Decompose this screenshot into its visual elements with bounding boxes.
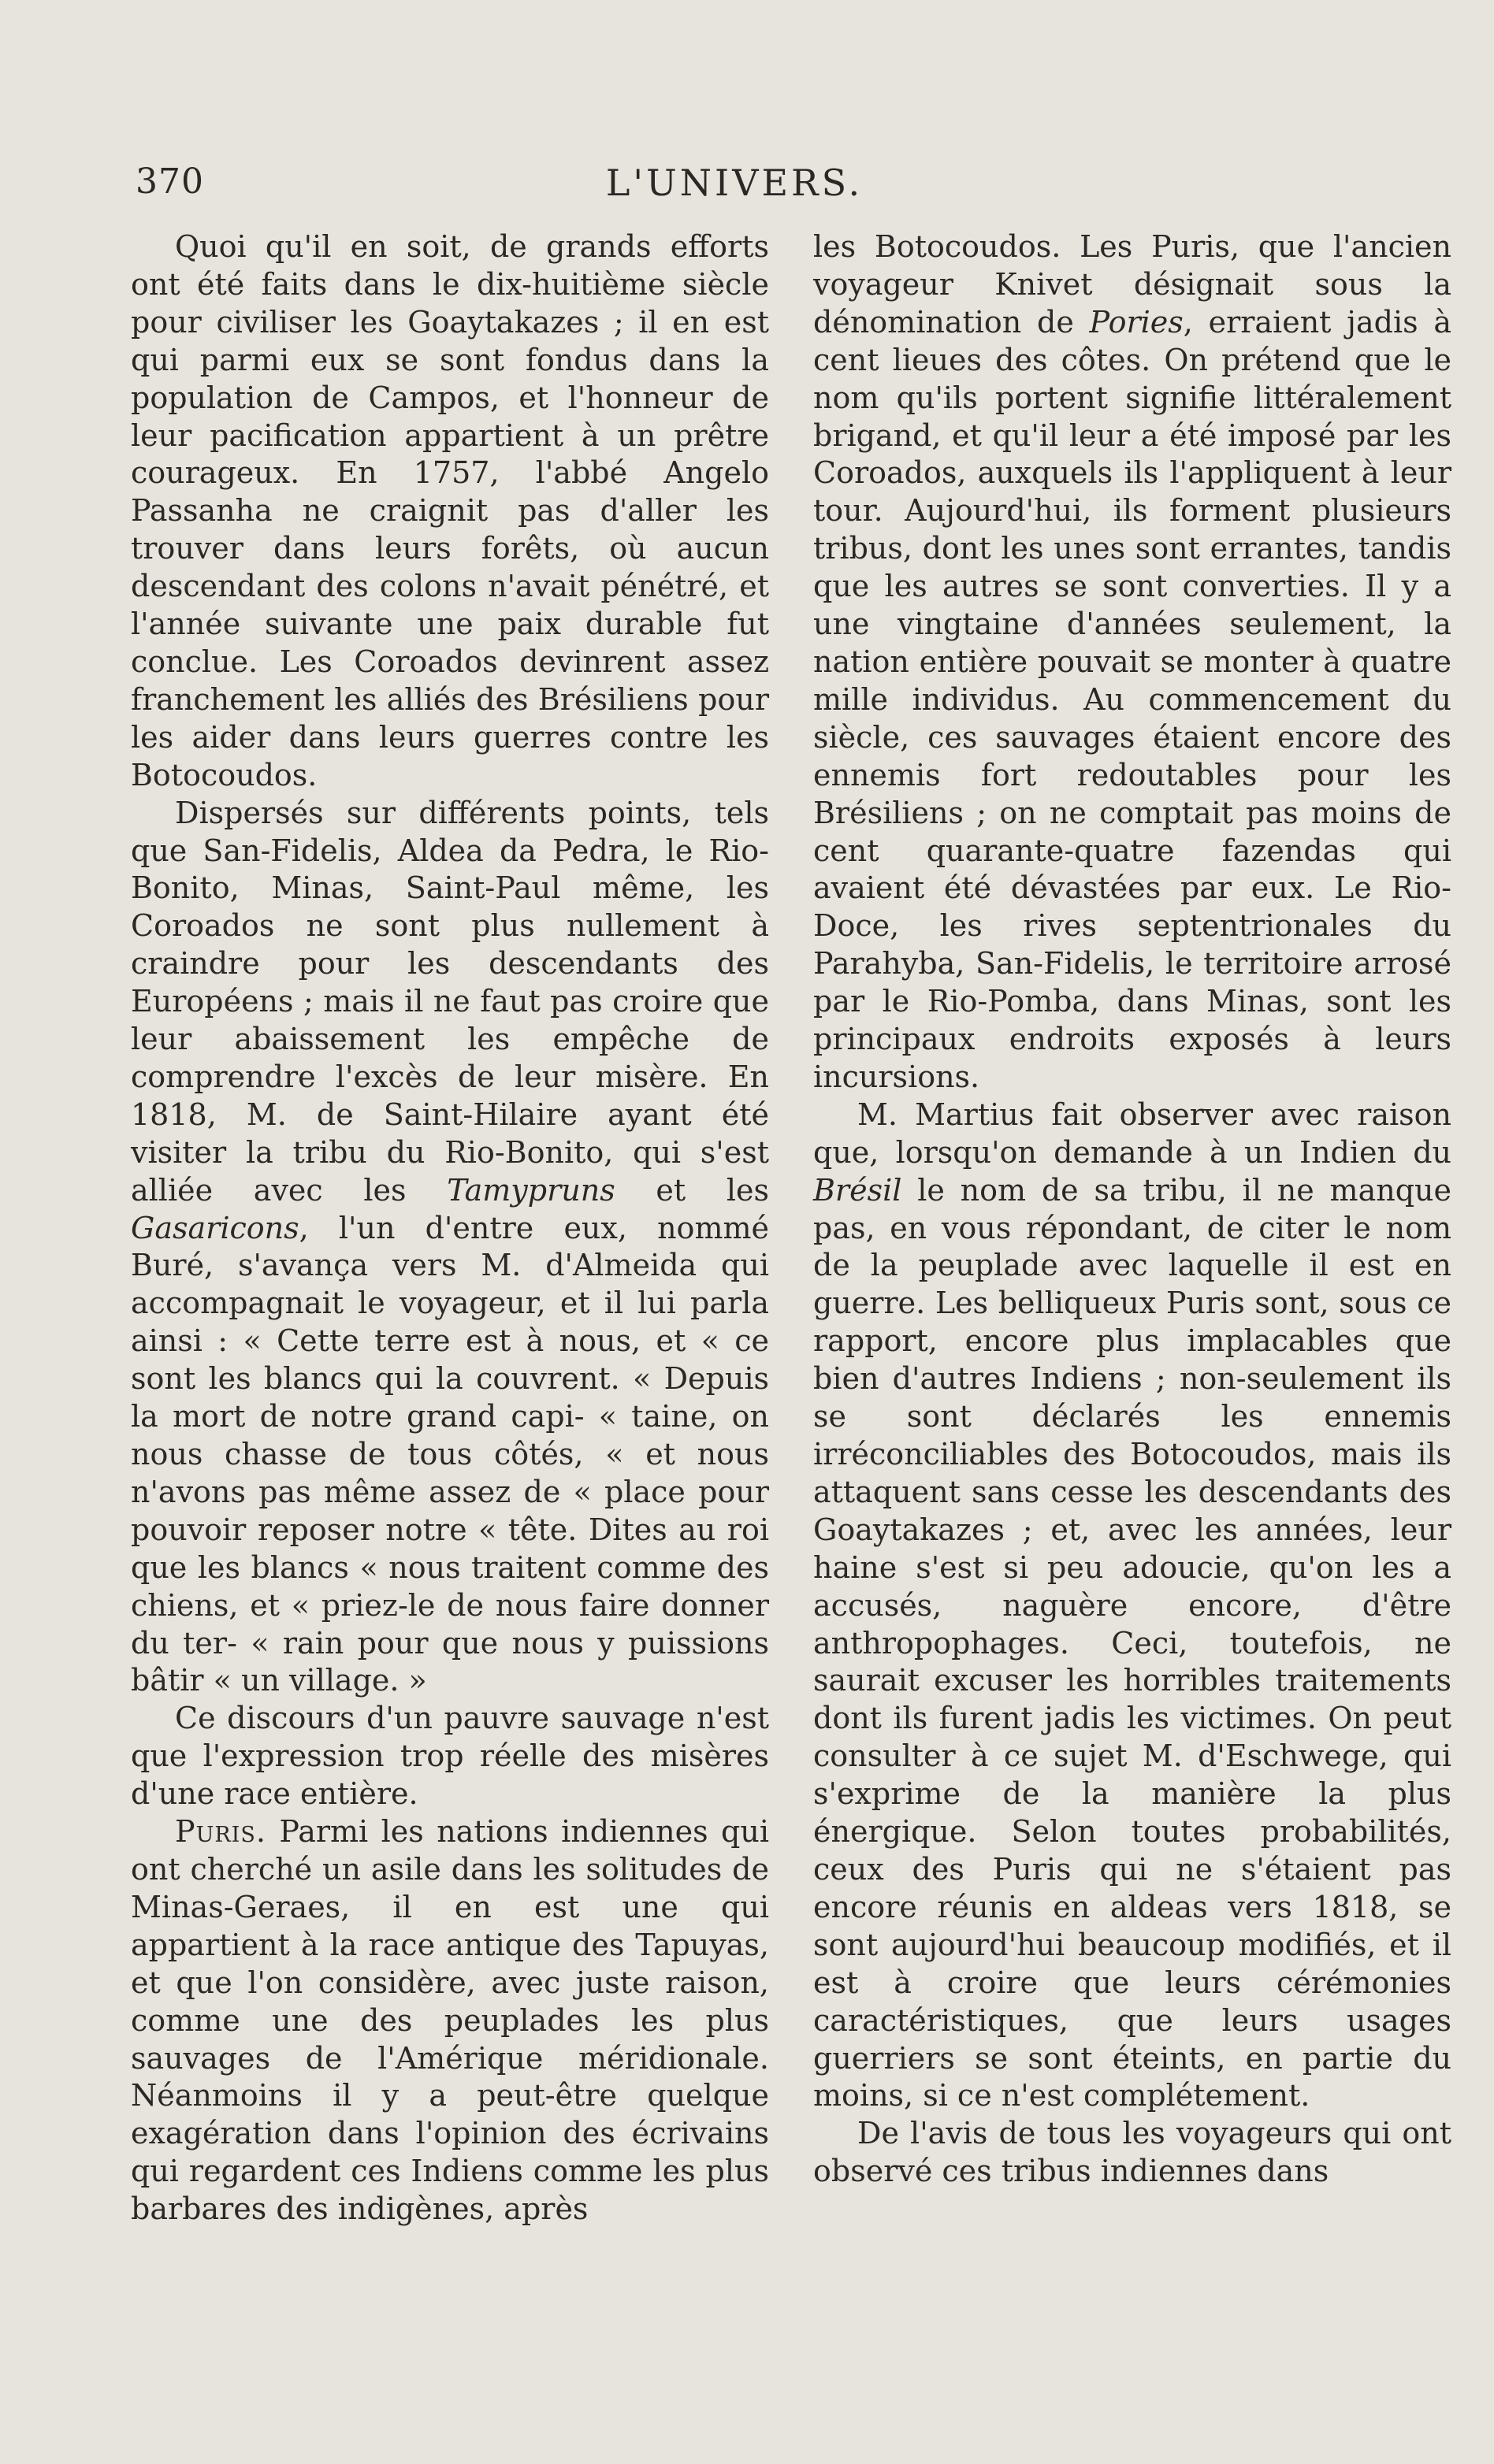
paragraph bbox=[813, 228, 1451, 1097]
paragraph-text: le nom de sa tribu, il ne manque pas, en vous répondant, de citer le nom de la peuplade avec laquelle il est en guerre. Les belliqueux Puris sont, sous ce rapport, encore plus implacables que bien d'autres Indiens ; non-seulement ils se sont déclarés les ennemis irréconciliables des Botocoudos, mais ils attaquent sans cesse les descendants des Goaytakazes ; et, avec les années, leur haine s'est si peu adoucie, qu'on les a accusés, naguère encore, d'être anthropophages. Ceci, toutefois, ne saurait excuser les horribles traitements dont ils furent jadis les victimes. On peut consulter à ce sujet M. d'Eschwege, qui s'exprime de la manière la plus énergique. Selon toutes probabilités, ceux des Puris qui ne s'étaient pas encore réunis en aldeas vers 1818, se sont aujourd'hui beaucoup modifiés, et il est à croire que leurs cérémonies caractéristiques, que leurs usages guerriers se sont éteints, en partie du moins, si ce n'est complétement. bbox=[813, 1172, 1451, 2113]
running-title: L'UNIVERS. bbox=[605, 161, 864, 204]
paragraph-text: , l'un d'entre eux, nommé Buré, s'avança vers M. d'Almeida qui accompagnait le voyageur, et il lui parla ainsi : « Cette terre est à nous, et « ce sont les blancs qui la couvrent. « Depuis la mort de notre grand capi- « taine, on nous chasse de tous côtés, « et nous n'avons pas même assez de « place pour pouvoir reposer notre « tête. Dites au roi que les blancs « nous traitent comme des chiens, et « priez-le de nous faire donner du ter- « rain pour que nous y puissions bâtir « un village. » bbox=[131, 1210, 769, 1698]
page-header bbox=[136, 161, 1333, 209]
tribe-name: Gasaricons bbox=[131, 1210, 299, 1245]
section-heading: Puris. bbox=[175, 1814, 266, 1850]
right-column bbox=[813, 228, 1451, 2191]
page-number: 370 bbox=[136, 161, 204, 202]
paragraph: Ce discours d'un pauvre sauvage n'est que l'expression trop réelle des misères d'une race entière. bbox=[131, 1701, 769, 1812]
paragraph-text: Parmi les nations indiennes qui ont cherché un asile dans les solitudes de Minas-Geraes, il en est une qui appartient à la race antique des Tapuyas, et que l'on considère, avec juste raison, comme une des peuplades les plus sauvages de l'Amérique méridionale. Néanmoins il y a peut-être quelque exagération dans l'opinion des écrivains qui regardent ces Indiens comme les plus barbares des indigènes, après bbox=[131, 1814, 769, 2227]
place-name: Brésil bbox=[813, 1172, 902, 1208]
paragraph-text: M. Martius fait observer avec raison que, lorsqu'on demande à un Indien du bbox=[813, 1097, 1451, 1170]
paragraph-text: Dispersés sur différents points, tels que San-Fidelis, Aldea da Pedra, le Rio-Bonito, Minas, Saint-Paul même, les Coroados ne sont plus nullement à craindre pour les descendants des Européens ; mais il ne faut pas croire que leur abaissement les empêche de comprendre l'excès de leur misère. En 1818, M. de Saint-Hilaire ayant été visiter la tribu du Rio-Bonito, qui s'est alliée avec les bbox=[131, 795, 769, 1208]
paragraph-text: les Botocoudos. Les Puris, que l'ancien voyageur Knivet désignait sous la dénomination de bbox=[813, 229, 1451, 340]
paragraph: De l'avis de tous les voyageurs qui ont observé ces tribus indiennes dans bbox=[813, 2116, 1451, 2189]
tribe-name: Pories bbox=[1089, 304, 1184, 340]
paragraph-text: , erraient jadis à cent lieues des côtes. On prétend que le nom qu'ils portent signifie littéralement brigand, et qu'il leur a été imposé par les Coroados, auxquels ils l'appliquent à leur tour. Aujourd'hui, ils forment plusieurs tribus, dont les unes sont errantes, tandis que les autres se sont converties. Il y a une vingtaine d'années seulement, la nation entière pouvait se monter à quatre mille individus. Au commencement du siècle, ces sauvages étaient encore des ennemis fort redoutables pour les Brésiliens ; on ne comptait pas moins de cent quarante-quatre fazendas qui avaient été dévastées par eux. Le Rio-Doce, les rives septentrionales du Parahyba, San-Fidelis, le territoire arrosé par le Rio-Pomba, dans Minas, sont les principaux endroits exposés à leurs incursions. bbox=[813, 304, 1451, 1094]
paragraph-text: et les bbox=[615, 1172, 769, 1208]
paragraph bbox=[131, 1813, 769, 2228]
tribe-name: Tamypruns bbox=[447, 1172, 615, 1208]
paragraph bbox=[813, 1097, 1451, 2115]
paragraph bbox=[131, 795, 769, 1701]
left-column bbox=[131, 228, 769, 2228]
paragraph: Quoi qu'il en soit, de grands efforts ont été faits dans le dix-huitième siècle pour civiliser les Goaytakazes ; il en est qui parmi eux se sont fondus dans la population de Campos, et l'honneur de leur pacification appartient à un prêtre courageux. En 1757, l'abbé Angelo Passanha ne craignit pas d'aller les trouver dans leurs forêts, où aucun descendant des colons n'avait pénétré, et l'année suivante une paix durable fut conclue. Les Coroados devinrent assez franchement les alliés des Brésiliens pour les aider dans leurs guerres contre les Botocoudos. bbox=[131, 229, 769, 792]
